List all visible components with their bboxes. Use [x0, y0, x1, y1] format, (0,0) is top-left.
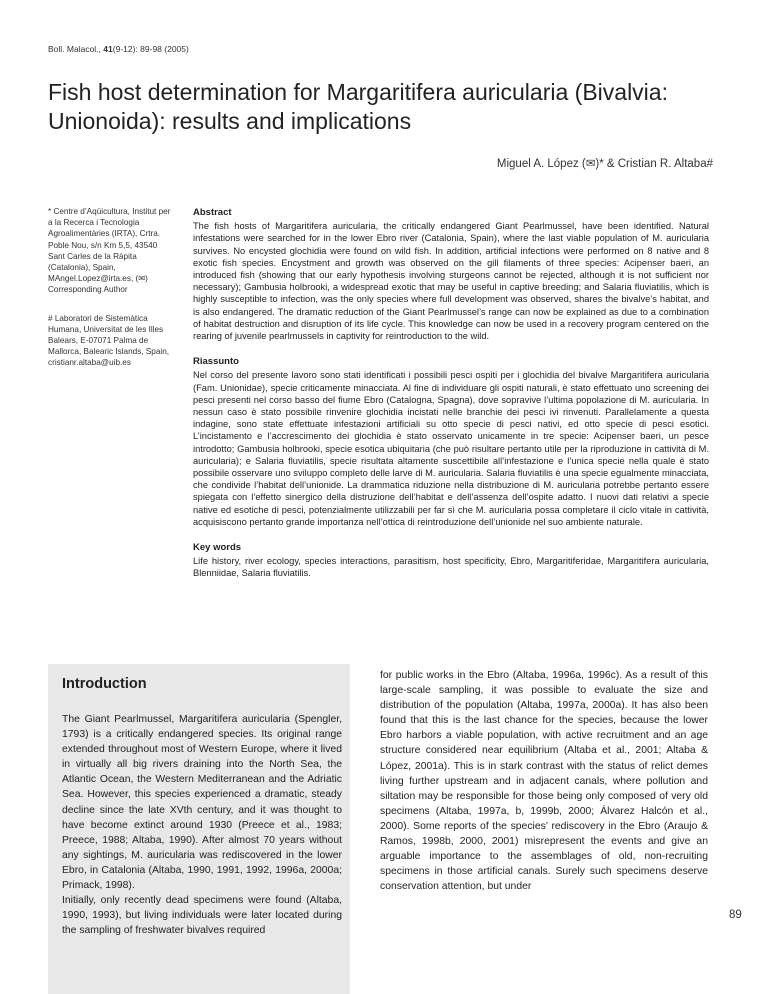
intro-paragraph-continued: for public works in the Ebro (Altaba, 1996a, 1996c). As a result of this large-scale sampling, it was possible to evaluate the size and distribution of the population (Altaba, 1997a, 2000a). It has also been found that this is the last chance for the species, because the lower Ebro harbors a viable population, with active recruitment and an age structure considered near equilibrium (Altaba et al., 2001; Altaba & López, 2001a). This is in stark contrast with the status of relict demes living further upstream and in adjacent canals, where pollution and siltation may be responsible for those being only composed of very old specimens (Altaba, 1997a, b, 1999b, 2000; Álvarez Halcón et al., 2000). Some reports of the species’ rediscovery in the Ebro (Araujo & Ramos, 1998b, 2000, 2001) misrepresent the events and give an arguable importance to the assemblages of old, non-recruiting specimens in those artificial canals. Surely such specimens deserve conservation attention, but under [380, 670, 708, 893]
abstract-text: The fish hosts of Margaritifera auricularia, the critically endangered Giant Pearlmussel, have been identified. Natural infestations were searched for in the lower Ebro river (Catalonia, Spain), where the last viable population of M. auricularia survives. No encysted glochidia were found on wild fish. In addition, artificial infections were performed on 8 native and 8 exotic fish species. Encystment and growth was observed on the gill filaments of three species: Acipenser baeri, an introduced fish (showing that our early hypothesis involving sturgeons cannot be rejected, although it is not sufficient nor necessary); Gambusia holbrooki, a widespread exotic that may be useful in captive breeding; and Salaria fluviatilis, which is highly susceptible to infection, was the only species where full development was observed, shares the bivalve’s habitat, and is also endangered. The dramatic reduction of the Giant Pearlmussel’s range can now be explained as due to a combination of habitat destruction and disruption of its life cycle. This knowledge can now be used in a recovery program centered on the rearing of juvenile pearlmussels in captivity for reintroduction to the wild. [193, 221, 709, 342]
affiliations [48, 206, 176, 386]
journal-issue-pages: (9-12): 89-98 (2005) [112, 44, 189, 54]
journal-citation [48, 44, 189, 54]
intro-paragraph-1: The Giant Pearlmussel, Margaritifera auricularia (Spengler, 1793) is a critically endangered species. Its original range extended throughout most of Western Europe, where it lived in virtually all big rivers draining into the North Sea, the Atlantic Ocean, the Western Mediterranean and the Adriatic Sea. However, this species experienced a dramatic, steady decline since the late XVth century, and it was thought to have become extinct around 1930 (Preece et al., 1983; Preece, 1988; Altaba, 1990). After almost 70 years without any sightings, M. auricularia was rediscovered in the lower Ebro, in Catalonia (Altaba, 1990, 1991, 1992, 1996a, 2000a; Primack, 1998). [62, 714, 342, 892]
journal-volume: 41 [103, 44, 113, 54]
affiliation-uib: # Laboratori de Sistemàtica Humana, Universitat de les Illes Balears, E-07071 Palma de Mallorca, Balearic Islands, Spain, cristianr.altaba@uib.es [48, 313, 170, 368]
keywords-heading: Key words [193, 542, 242, 554]
abstract-heading: Abstract [193, 207, 232, 218]
intro-paragraph-2: Initially, only recently dead specimens were found (Altaba, 1990, 1993), but living individuals were later located during the sampling of freshwater bivalves required [62, 895, 342, 937]
journal-name: Boll. Malacol., [48, 44, 101, 54]
abstract-section [193, 207, 709, 594]
riassunto-heading: Riassunto [193, 356, 239, 368]
affiliation-irta: * Centre d’Aqüicultura, Institut per a la Recerca i Tecnologia Agroalimentàries (IRTA), Crtra. Poble Nou, s/n Km 5,5, 43540 Sant Carles de la Ràpita (Catalonia), Spain, MAngel.Lopez@irta.es, (✉) Corresponding Author [48, 207, 171, 295]
keywords-text: Life history, river ecology, species interactions, parasitism, host specificity, Ebro, Margaritiferidae, Margaritifera auricularia, Blenniidae, Salaria fluviatilis. [193, 556, 709, 579]
body-column-right [380, 668, 708, 894]
page-number: 89 [729, 909, 742, 921]
body-column-left [62, 712, 342, 938]
authors: Miguel A. López (✉)* & Cristian R. Altaba# [496, 158, 713, 170]
introduction-heading: Introduction [62, 676, 147, 692]
riassunto-text: Nel corso del presente lavoro sono stati identificati i possibili pesci ospiti per i glochidia del bivalve Margaritifera auricularia (Fam. Unionidae), specie criticamente minacciata. Al fine di individuare gli ospiti naturali, è stato effettuato uno screening dei pesci presenti nel corso basso del fiume Ebro (Catalogna, Spagna), dove sopravive l’ultima popolazione di M. auricularia. In nessun caso è stato possibile rinvenire glochidia incistati nelle branchie dei pesci ivi rinvenuti. Parallelamente a questa indagine, sono state effettuate infestazioni artificiali su otto specie di pesci nativi, ed otto specie di pesci esotici. L’incistamento e l’accrescimento dei glochidia è stato osservato unicamente in tre specie: Acipenser baeri, un pesce introdotto; Gambusia holbrooki, specie esotica ubiquitaria (che può risultare pertanto utile per la riproduzione in cattività di M. auricularia); e Salaria fluviatilis, specie risultata altamente suscettibile all’infestazione e l’unica specie nella quale è stato possibile osservare uno sviluppo completo delle larve di M. auricularia. Salaria fluviatilis è una specie egualmente minacciata, che condivide l’habitat dell’unionide. La drammatica riduzione nella distribuzione di M. auricularia potrebbe pertanto essere spiegata con l’effetto sinergico della distruzione dell’habitat e dell’assenza dell’ospite adatto. I nuovi dati relativi a specie native ed esotiche di pesci, potenzialmente utilizzabili per far sì che M. auricularia possa completare il ciclo vitale in cattività, acquisiscono pertanto grande importanza nell’ottica di reintroduzione dell’unionide nel suo ambiente naturale. [193, 370, 709, 527]
article-title: Fish host determination for Margaritifera auricularia (Bivalvia: Unionoida): results and implications [48, 79, 668, 134]
